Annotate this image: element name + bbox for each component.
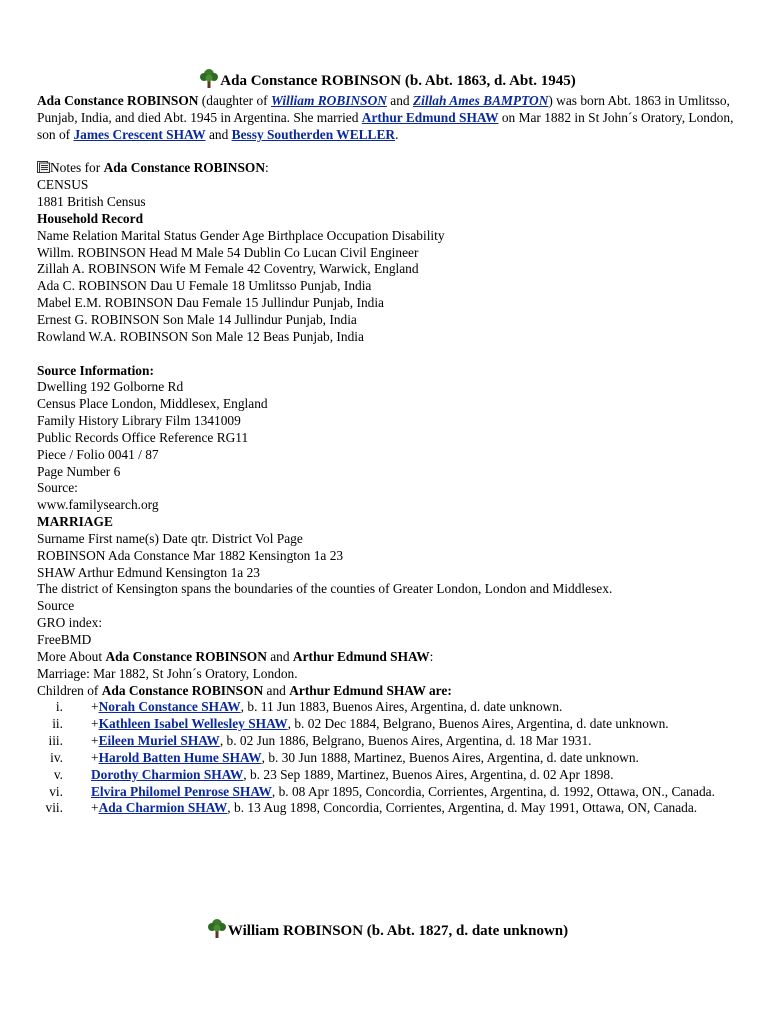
list-number: v. (53, 766, 63, 782)
marriage-fact: Marriage: Mar 1882, St John´s Oratory, London. (37, 665, 298, 681)
marriage-line: Surname First name(s) Date qtr. District Vol Page (37, 530, 303, 546)
child-details: , b. 13 Aug 1898, Concordia, Corrientes, Argentina, d. May 1991, Ottawa, ON, Canada. (227, 800, 698, 816)
has-descendants-marker: + (91, 716, 99, 732)
child-details: , b. 23 Sep 1889, Martinez, Buenos Aires, Argentina, d. 02 Apr 1898. (243, 766, 614, 782)
list-item (37, 699, 737, 716)
household-heading (37, 211, 737, 228)
intro-text: ) was born Abt. 1863 in Umlitsso, Punjab, India, and died Abt. 1945 in Argentina. She married (37, 93, 730, 125)
person-heading-text: William ROBINSON (b. Abt. 1827, d. date unknown) (227, 923, 569, 939)
more-prefix: More About (37, 648, 106, 664)
intro-text: . (395, 126, 399, 142)
marriage-line: Source (37, 598, 75, 614)
household-line: Mabel E.M. ROBINSON Dau Female 15 Jullindur Punjab, India (37, 295, 385, 311)
spacer (37, 144, 737, 161)
child-link[interactable]: Kathleen Isabel Wellesley SHAW (98, 716, 288, 732)
tree-icon (206, 917, 228, 939)
children-heading (37, 683, 737, 700)
household-line: Zillah A. ROBINSON Wife M Female 42 Coventry, Warwick, England (37, 261, 419, 277)
spouse-father-link[interactable]: James Crescent SHAW (73, 126, 206, 142)
marriage-line: GRO index: (37, 615, 103, 631)
source-heading-text: Source Information: (37, 362, 154, 378)
more-about-heading (37, 649, 737, 666)
intro-text: (daughter of (198, 93, 271, 108)
list-item (37, 784, 737, 801)
list-number: ii. (52, 716, 63, 732)
marriage-heading (37, 514, 737, 531)
person-heading-text: Ada Constance ROBINSON (b. Abt. 1863, d. Abt. 1945) (220, 73, 576, 89)
spacer (37, 346, 737, 363)
has-descendants-marker: + (91, 699, 99, 715)
source-line: Family History Library Film 1341009 (37, 413, 241, 429)
more-name1: Ada Constance ROBINSON (105, 648, 267, 664)
father-link[interactable]: William ROBINSON (270, 93, 387, 108)
child-link[interactable]: Eileen Muriel SHAW (98, 733, 220, 749)
person-name: Ada Constance ROBINSON (37, 93, 199, 108)
child-link[interactable]: Harold Batten Hume SHAW (98, 749, 262, 765)
notes-person-name: Ada Constance ROBINSON (103, 160, 266, 176)
child-link[interactable]: Norah Constance SHAW (98, 699, 241, 715)
spouse-mother-link[interactable]: Bessy Southerden WELLER (231, 126, 396, 142)
list-item (37, 767, 737, 784)
household-line: Ernest G. ROBINSON Son Male 14 Jullindur Punjab, India (37, 311, 357, 327)
child-details: , b. 08 Apr 1895, Concordia, Corrientes, Argentina, d. 1992, Ottawa, ON., Canada. (271, 783, 715, 799)
household-line: Name Relation Marital Status Gender Age Birthplace Occupation Disability (37, 227, 445, 243)
child-link[interactable]: Ada Charmion SHAW (98, 800, 228, 816)
child-details: , b. 30 Jun 1888, Martinez, Buenos Aires, Argentina, d. date unknown. (261, 749, 639, 765)
source-line: Census Place London, Middlesex, England (37, 396, 268, 412)
person-heading (37, 67, 737, 90)
more-suffix: : (429, 648, 434, 664)
list-number: iii. (48, 733, 63, 749)
census-label: CENSUS (37, 177, 89, 193)
intro-text: and (205, 126, 232, 142)
marriage-line: SHAW Arthur Edmund Kensington 1a 23 (37, 564, 260, 580)
household-line: Ada C. ROBINSON Dau U Female 18 Umlitsso Punjab, India (37, 278, 372, 294)
household-heading-text: Household Record (37, 210, 144, 226)
has-descendants-marker: + (91, 749, 99, 765)
person-heading (37, 917, 737, 940)
child-link[interactable]: Elvira Philomel Penrose SHAW (91, 783, 272, 799)
spouse-link[interactable]: Arthur Edmund SHAW (361, 109, 499, 125)
household-line: Willm. ROBINSON Head M Male 54 Dublin Co Lucan Civil Engineer (37, 244, 419, 260)
tree-icon (198, 67, 220, 89)
marriage-line: The district of Kensington spans the boundaries of the counties of Greater London, London and Middlesex. (37, 581, 613, 597)
list-number: vi. (49, 783, 63, 799)
list-number: vii. (45, 800, 63, 816)
notes-prefix: Notes for (50, 160, 104, 176)
children-list (37, 699, 737, 817)
marriage-line: FreeBMD (37, 632, 92, 647)
list-item (37, 750, 737, 767)
intro-text: and (386, 93, 413, 108)
source-line: Page Number 6 (37, 463, 121, 479)
source-line: Source: (37, 480, 78, 496)
has-descendants-marker: + (91, 733, 99, 749)
children-and: and (263, 682, 290, 698)
more-and: and (266, 648, 293, 664)
child-details: , b. 02 Dec 1884, Belgrano, Buenos Aires, Argentina, d. date unknown. (287, 716, 669, 732)
household-line: Rowland W.A. ROBINSON Son Male 12 Beas Punjab, India (37, 328, 364, 344)
children-prefix: Children of (37, 682, 102, 698)
list-item (37, 733, 737, 750)
marriage-heading-text: MARRIAGE (37, 514, 113, 530)
source-line: www.familysearch.org (37, 497, 159, 513)
notes-heading (37, 160, 737, 177)
notes-suffix: : (265, 160, 269, 176)
child-details: , b. 02 Jun 1886, Belgrano, Buenos Aires, Argentina, d. 18 Mar 1931. (219, 733, 592, 749)
census-year: 1881 British Census (37, 194, 146, 210)
notes-icon (37, 161, 50, 173)
marriage-line: ROBINSON Ada Constance Mar 1882 Kensington 1a 23 (37, 547, 344, 563)
source-line: Piece / Folio 0041 / 87 (37, 446, 159, 462)
document-body (37, 93, 737, 817)
has-descendants-marker: + (91, 800, 99, 816)
children-name1: Ada Constance ROBINSON (101, 682, 264, 698)
source-line: Public Records Office Reference RG11 (37, 429, 249, 445)
child-link[interactable]: Dorothy Charmion SHAW (91, 766, 244, 782)
source-heading (37, 363, 737, 380)
list-item (37, 800, 737, 817)
household-lines (37, 228, 737, 346)
intro-paragraph (37, 93, 737, 144)
marriage-lines (37, 531, 737, 649)
intro-text: on Mar 1882 in St John´s Oratory, London, son of (37, 109, 734, 142)
more-name2: Arthur Edmund SHAW (292, 648, 430, 664)
list-number: iv. (50, 749, 63, 765)
source-line: Dwelling 192 Golborne Rd (37, 379, 184, 395)
source-lines (37, 379, 737, 514)
list-item (37, 716, 737, 733)
child-details: , b. 11 Jun 1883, Buenos Aires, Argentina, d. date unknown. (240, 699, 563, 715)
list-number: i. (55, 699, 63, 715)
children-name2: Arthur Edmund SHAW (289, 682, 426, 698)
children-suffix: are: (425, 682, 452, 698)
mother-link[interactable]: Zillah Ames BAMPTON (412, 93, 549, 108)
